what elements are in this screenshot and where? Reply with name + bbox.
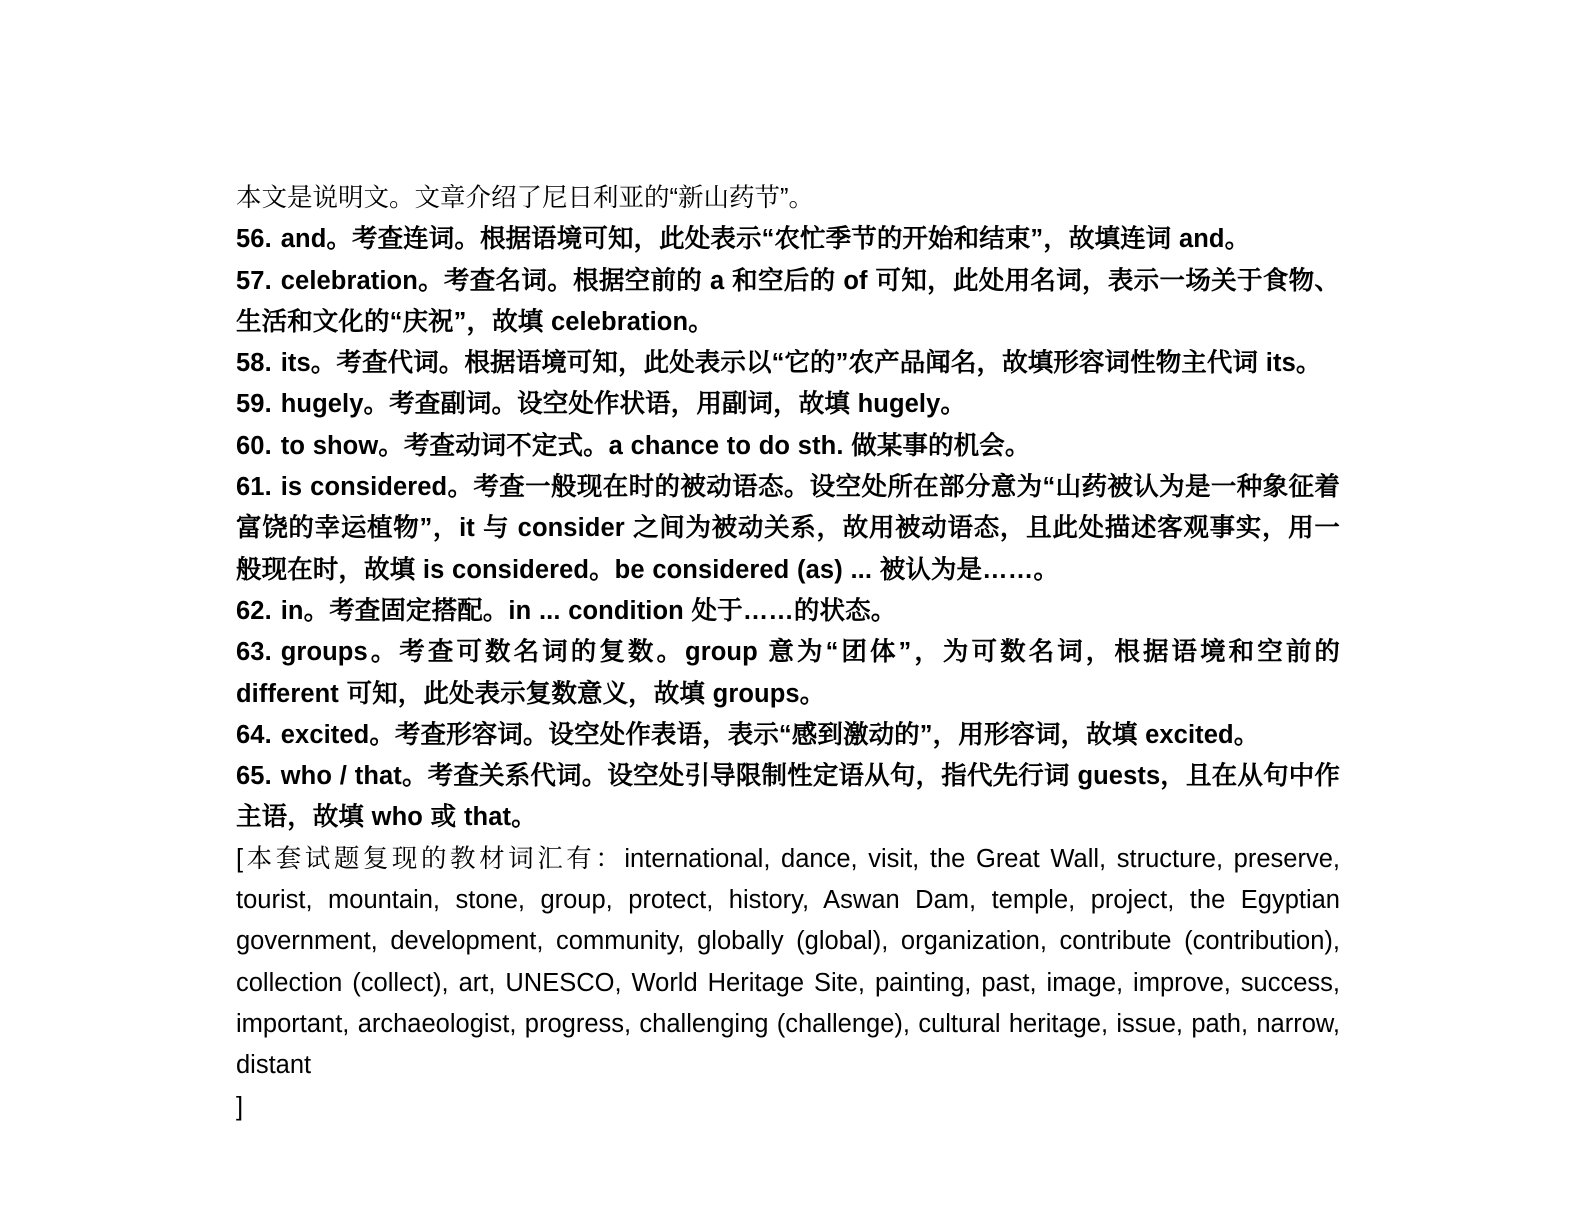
passage-summary: 本文是说明文。文章介绍了尼日利亚的“新山药节”。	[236, 184, 814, 212]
item-number-64: 64.	[236, 720, 272, 749]
item-number-62: 62.	[236, 596, 272, 625]
item-body-60: to show。考查动词不定式。a chance to do sth. 做某事的机会。	[280, 431, 1031, 460]
item-number-63: 63.	[236, 638, 272, 667]
explanation-item-64	[236, 715, 1340, 756]
explanation-item-65	[236, 756, 1340, 839]
vocabulary-lead-in: 本套试题复现的教材词汇有：	[243, 844, 625, 873]
explanation-item-59	[236, 384, 1340, 425]
item-body-62: in。考查固定搭配。in ... condition 处于……的状态。	[280, 596, 897, 625]
explanation-item-61	[236, 467, 1340, 591]
item-body-56: and。考查连词。根据语境可知，此处表示“农忙季节的开始和结束”，故填连词 and。	[280, 225, 1251, 254]
item-body-63: groups。考查可数名词的复数。group 意为“团体”，为可数名词，根据语境和空前的 different 可知，此处表示复数意义，故填 groups。	[236, 638, 1340, 708]
item-body-59: hugely。考查副词。设空处作状语，用副词，故填 hugely。	[280, 390, 966, 419]
vocabulary-note	[236, 839, 1340, 1087]
explanation-item-63	[236, 632, 1340, 715]
vocabulary-word-list: international, dance, visit, the Great Wall, structure, preserve, tourist, mountain, stone, group, protect, history, Aswan Dam, temple, project, the Egyptian government, development, community, globally (global), organization, contribute (contribution), collection (collect), art, UNESCO, World Heritage Site, painting, past, image, improve, success, important, archaeologist, progress, challenging (challenge), cultural heritage, issue, path, narrow, distant	[236, 844, 1340, 1080]
item-number-59: 59.	[236, 390, 272, 419]
item-number-61: 61.	[236, 473, 272, 502]
vocabulary-open-bracket: [	[236, 844, 244, 873]
explanation-item-58	[236, 343, 1340, 384]
explanation-item-56	[236, 219, 1340, 260]
item-number-65: 65.	[236, 762, 272, 791]
explanation-item-60	[236, 426, 1340, 467]
item-body-64: excited。考查形容词。设空处作表语，表示“感到激动的”，用形容词，故填 excited。	[280, 720, 1260, 749]
item-body-65: who / that。考查关系代词。设空处引导限制性定语从句，指代先行词 guests，且在从句中作主语，故填 who 或 that。	[236, 762, 1340, 832]
item-number-58: 58.	[236, 349, 272, 378]
item-body-58: its。考查代词。根据语境可知，此处表示以“它的”农产品闻名，故填形容词性物主代词 its。	[280, 349, 1322, 378]
item-number-56: 56.	[236, 225, 272, 254]
explanation-item-57	[236, 261, 1340, 344]
item-number-60: 60.	[236, 431, 272, 460]
item-number-57: 57.	[236, 266, 272, 295]
vocabulary-close-bracket: ]	[236, 1092, 244, 1121]
item-body-61: is considered。考查一般现在时的被动语态。设空处所在部分意为“山药被认为是一种象征着富饶的幸运植物”，it 与 consider 之间为被动关系，故用被动语态，且此处描述客观事实，用一般现在时，故填 is considered。be considered (as) ... 被认为是……。	[236, 473, 1340, 584]
answer-explanation-page	[236, 178, 1340, 1128]
explanation-item-62	[236, 591, 1340, 632]
item-body-57: celebration。考查名词。根据空前的 a 和空后的 of 可知，此处用名词，表示一场关于食物、生活和文化的“庆祝”，故填 celebration。	[236, 266, 1340, 336]
